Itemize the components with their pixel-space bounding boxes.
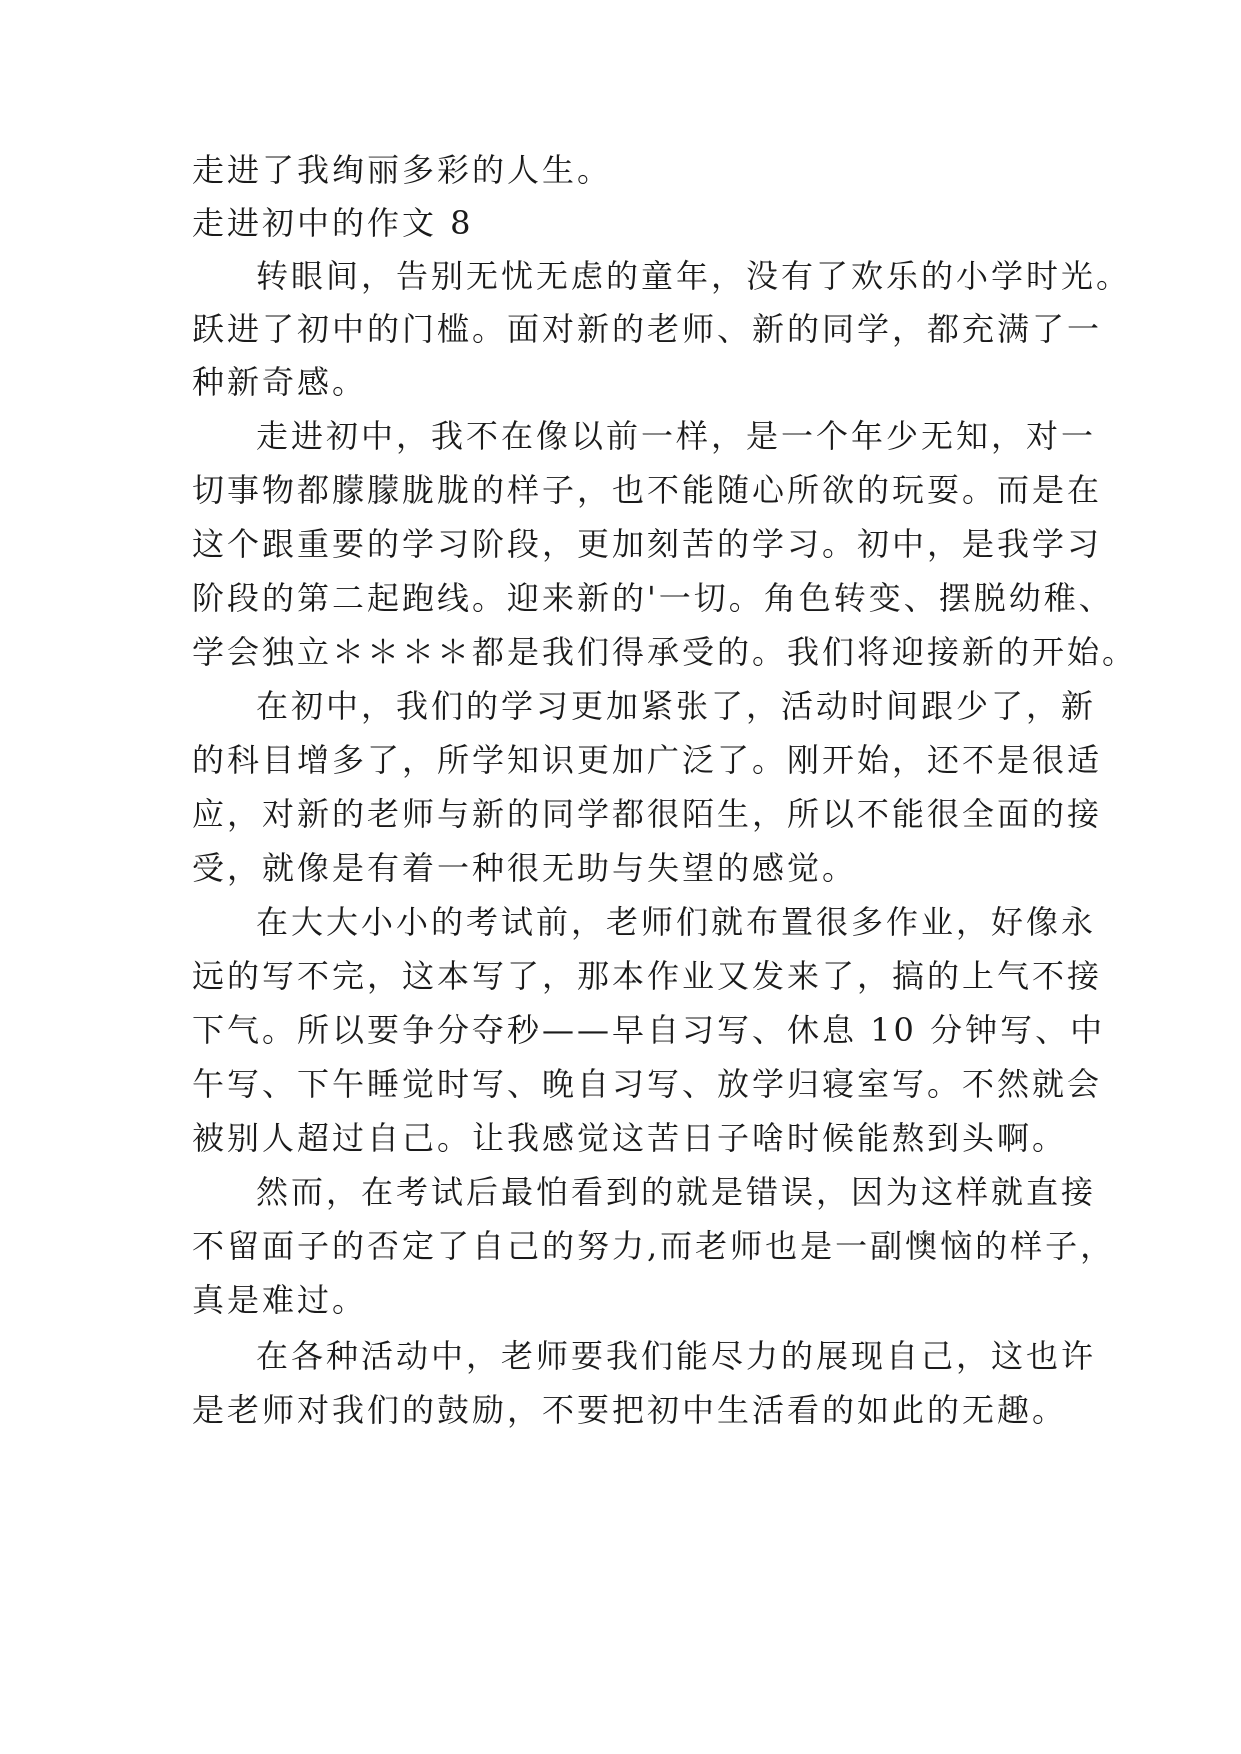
text-line: 远的写不完，这本写了，那本作业又发来了，搞的上气不接 [192, 957, 1103, 995]
text-line: 这个跟重要的学习阶段，更加刻苦的学习。初中，是我学习 [192, 525, 1103, 563]
text-line: 然而，在考试后最怕看到的就是错误，因为这样就直接 [256, 1173, 1097, 1211]
text-line: 在初中，我们的学习更加紧张了，活动时间跟少了，新 [256, 687, 1097, 725]
section-heading: 走进初中的作文 8 [192, 204, 474, 242]
text-line: 切事物都朦朦胧胧的样子，也不能随心所欲的玩耍。而是在 [192, 471, 1103, 509]
text-line: 走进了我绚丽多彩的人生。 [192, 151, 613, 189]
text-line: 被别人超过自己。让我感觉这苦日子啥时候能熬到头啊。 [192, 1119, 1068, 1157]
text-line: 的科目增多了，所学知识更加广泛了。刚开始，还不是很适 [192, 741, 1103, 779]
text-line: 真是难过。 [192, 1281, 368, 1319]
text-line: 走进初中，我不在像以前一样，是一个年少无知，对一 [256, 417, 1097, 455]
text-line: 午写、下午睡觉时写、晚自习写、放学归寝室写。不然就会 [192, 1065, 1103, 1103]
text-line: 受，就像是有着一种很无助与失望的感觉。 [192, 849, 858, 887]
text-line: 阶段的第二起跑线。迎来新的'一切。角色转变、摆脱幼稚、 [192, 579, 1114, 617]
text-line: 应，对新的老师与新的同学都很陌生，所以不能很全面的接 [192, 795, 1103, 833]
text-line: 种新奇感。 [192, 363, 368, 401]
text-line: 在各种活动中，老师要我们能尽力的展现自己，这也许 [256, 1337, 1097, 1375]
text-line: 跃进了初中的门槛。面对新的老师、新的同学，都充满了一 [192, 310, 1103, 348]
text-line: 转眼间，告别无忧无虑的童年，没有了欢乐的小学时光。 [256, 257, 1132, 295]
text-line: 在大大小小的考试前，老师们就布置很多作业，好像永 [256, 903, 1097, 941]
text-line: 下气。所以要争分夺秒——早自习写、休息 10 分钟写、中 [192, 1011, 1106, 1049]
text-line: 是老师对我们的鼓励，不要把初中生活看的如此的无趣。 [192, 1391, 1068, 1429]
document-page [192, 0, 1138, 1754]
text-line: 不留面子的否定了自己的努力,而老师也是一副懊恼的样子， [192, 1227, 1116, 1265]
text-line: 学会独立＊＊＊＊都是我们得承受的。我们将迎接新的开始。 [192, 633, 1138, 671]
